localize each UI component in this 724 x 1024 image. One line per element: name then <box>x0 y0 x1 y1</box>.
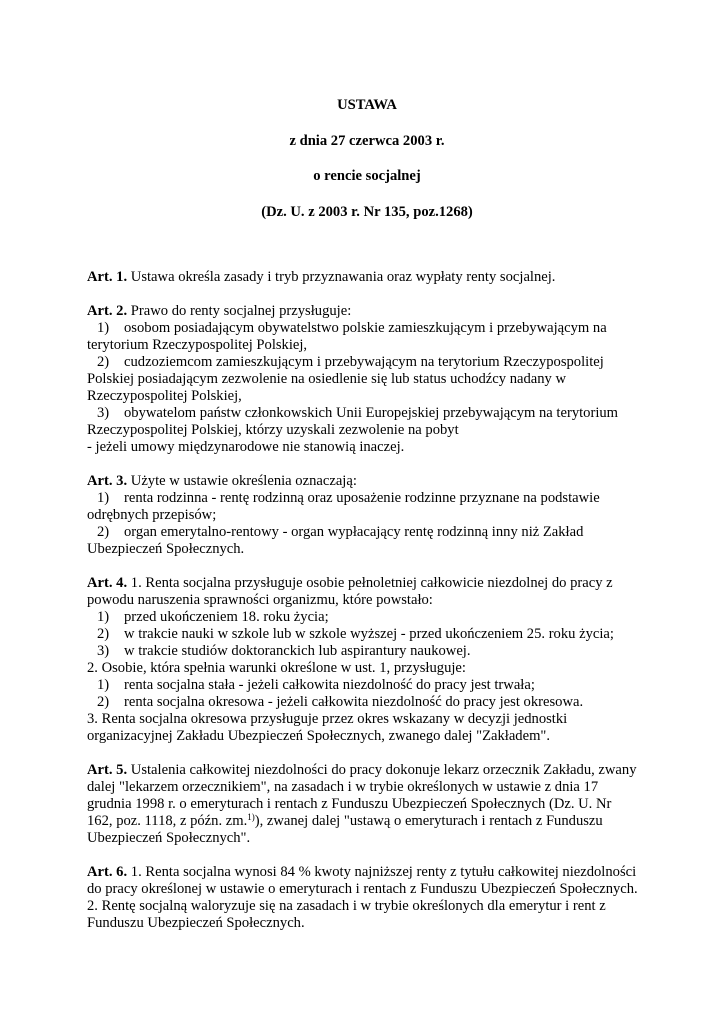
list-item: 1) osobom posiadającym obywatelstwo polskie zamieszkującym i przebywającym na <box>97 320 607 336</box>
article-line: grudnia 1998 r. o emeryturach i rentach z Funduszu Ubezpieczeń Społecznych (Dz. U. Nr <box>87 796 612 812</box>
list-item: 1) renta rodzinna - rentę rodzinną oraz uposażenie rodzinne przyznane na podstawie <box>97 490 600 506</box>
article-line: dalej "lekarzem orzecznikiem", na zasadach i w trybie określonych w ustawie z dnia 17 <box>87 779 599 795</box>
list-item: 2) organ emerytalno-rentowy - organ wypłacający rentę rodzinną inny niż Zakład <box>97 524 584 540</box>
article-1 <box>87 269 647 286</box>
article-line: Art. 2. Prawo do renty socjalnej przysługuje: <box>87 303 352 319</box>
document-subject: o rencie socjalnej <box>313 168 421 184</box>
article-line: Art. 3. Użyte w ustawie określenia oznaczają: <box>87 473 357 489</box>
article-line: Funduszu Ubezpieczeń Społecznych. <box>87 915 305 931</box>
article-label: Art. 4. <box>87 575 128 591</box>
article-3 <box>87 473 647 558</box>
document-title: USTAWA <box>337 97 397 113</box>
article-label: Art. 2. <box>87 303 128 319</box>
list-item-continuation: Polskiej posiadającym zezwolenie na osiedlenie się lub status uchodźcy nadany w <box>87 371 567 387</box>
article-line: Art. 1. Ustawa określa zasady i tryb przyznawania oraz wypłaty renty socjalnej. <box>87 269 556 285</box>
article-line: Art. 4. 1. Renta socjalna przysługuje osobie pełnoletniej całkowicie niezdolnej do pracy z <box>87 575 613 591</box>
article-paragraph: organizacyjnej Zakładu Ubezpieczeń Społecznych, zwanego dalej "Zakładem". <box>87 728 551 744</box>
list-item: 3) obywatelom państw członkowskich Unii Europejskiej przebywającym na terytorium <box>97 405 619 421</box>
article-paragraph: 2. Osobie, która spełnia warunki określone w ust. 1, przysługuje: <box>87 660 466 676</box>
list-item-continuation: Rzeczypospolitej Polskiej, <box>87 388 242 404</box>
document-reference: (Dz. U. z 2003 r. Nr 135, poz.1268) <box>261 204 473 220</box>
article-line: do pracy określonej w ustawie o emeryturach i rentach z Funduszu Ubezpieczeń Społecznych. <box>87 881 638 897</box>
document-date: z dnia 27 czerwca 2003 r. <box>289 133 445 149</box>
list-item: 2) w trakcie nauki w szkole lub w szkole wyższej - przed ukończeniem 25. roku życia; <box>97 626 614 642</box>
list-item: 1) przed ukończeniem 18. roku życia; <box>97 609 329 625</box>
article-label: Art. 3. <box>87 473 128 489</box>
article-paragraph: 3. Renta socjalna okresowa przysługuje przez okres wskazany w decyzji jednostki <box>87 711 568 727</box>
article-line: 2. Rentę socjalną waloryzuje się na zasadach i w trybie określonych dla emerytur i rent z <box>87 898 606 914</box>
article-label: Art. 5. <box>87 762 128 778</box>
list-item: 2) cudzoziemcom zamieszkującym i przebywającym na terytorium Rzeczypospolitej <box>97 354 604 370</box>
list-item: 3) w trakcie studiów doktoranckich lub aspirantury naukowej. <box>97 643 471 659</box>
article-line: Art. 5. Ustalenia całkowitej niezdolności do pracy dokonuje lekarz orzecznik Zakładu, zwany <box>87 762 637 778</box>
list-item: 1) renta socjalna stała - jeżeli całkowita niezdolność do pracy jest trwała; <box>97 677 535 693</box>
article-6 <box>87 864 647 932</box>
article-line: Art. 6. 1. Renta socjalna wynosi 84 % kwoty najniższej renty z tytułu całkowitej niezdolności <box>87 864 637 880</box>
article-4 <box>87 575 647 745</box>
article-line: powodu naruszenia sprawności organizmu, które powstało: <box>87 592 433 608</box>
article-label: Art. 1. <box>87 269 128 285</box>
list-item-continuation: odrębnych przepisów; <box>87 507 217 523</box>
article-closing: - jeżeli umowy międzynarodowe nie stanowią inaczej. <box>87 439 405 455</box>
list-item-continuation: Ubezpieczeń Społecznych. <box>87 541 245 557</box>
footnote-marker: 1) <box>247 812 255 822</box>
article-label: Art. 6. <box>87 864 128 880</box>
document-page <box>87 97 647 949</box>
list-item: 2) renta socjalna okresowa - jeżeli całkowita niezdolność do pracy jest okresowa. <box>97 694 584 710</box>
article-line: Ubezpieczeń Społecznych". <box>87 830 251 846</box>
article-2 <box>87 303 647 456</box>
list-item-continuation: terytorium Rzeczypospolitej Polskiej, <box>87 337 308 353</box>
list-item-continuation: Rzeczypospolitej Polskiej, którzy uzyskali zezwolenie na pobyt <box>87 422 459 438</box>
article-line: 162, poz. 1118, z późn. zm.$^{1)}$), zwanej dalej "ustawą o emeryturach i rentach z Funduszu <box>87 812 603 829</box>
article-5 <box>87 762 647 847</box>
